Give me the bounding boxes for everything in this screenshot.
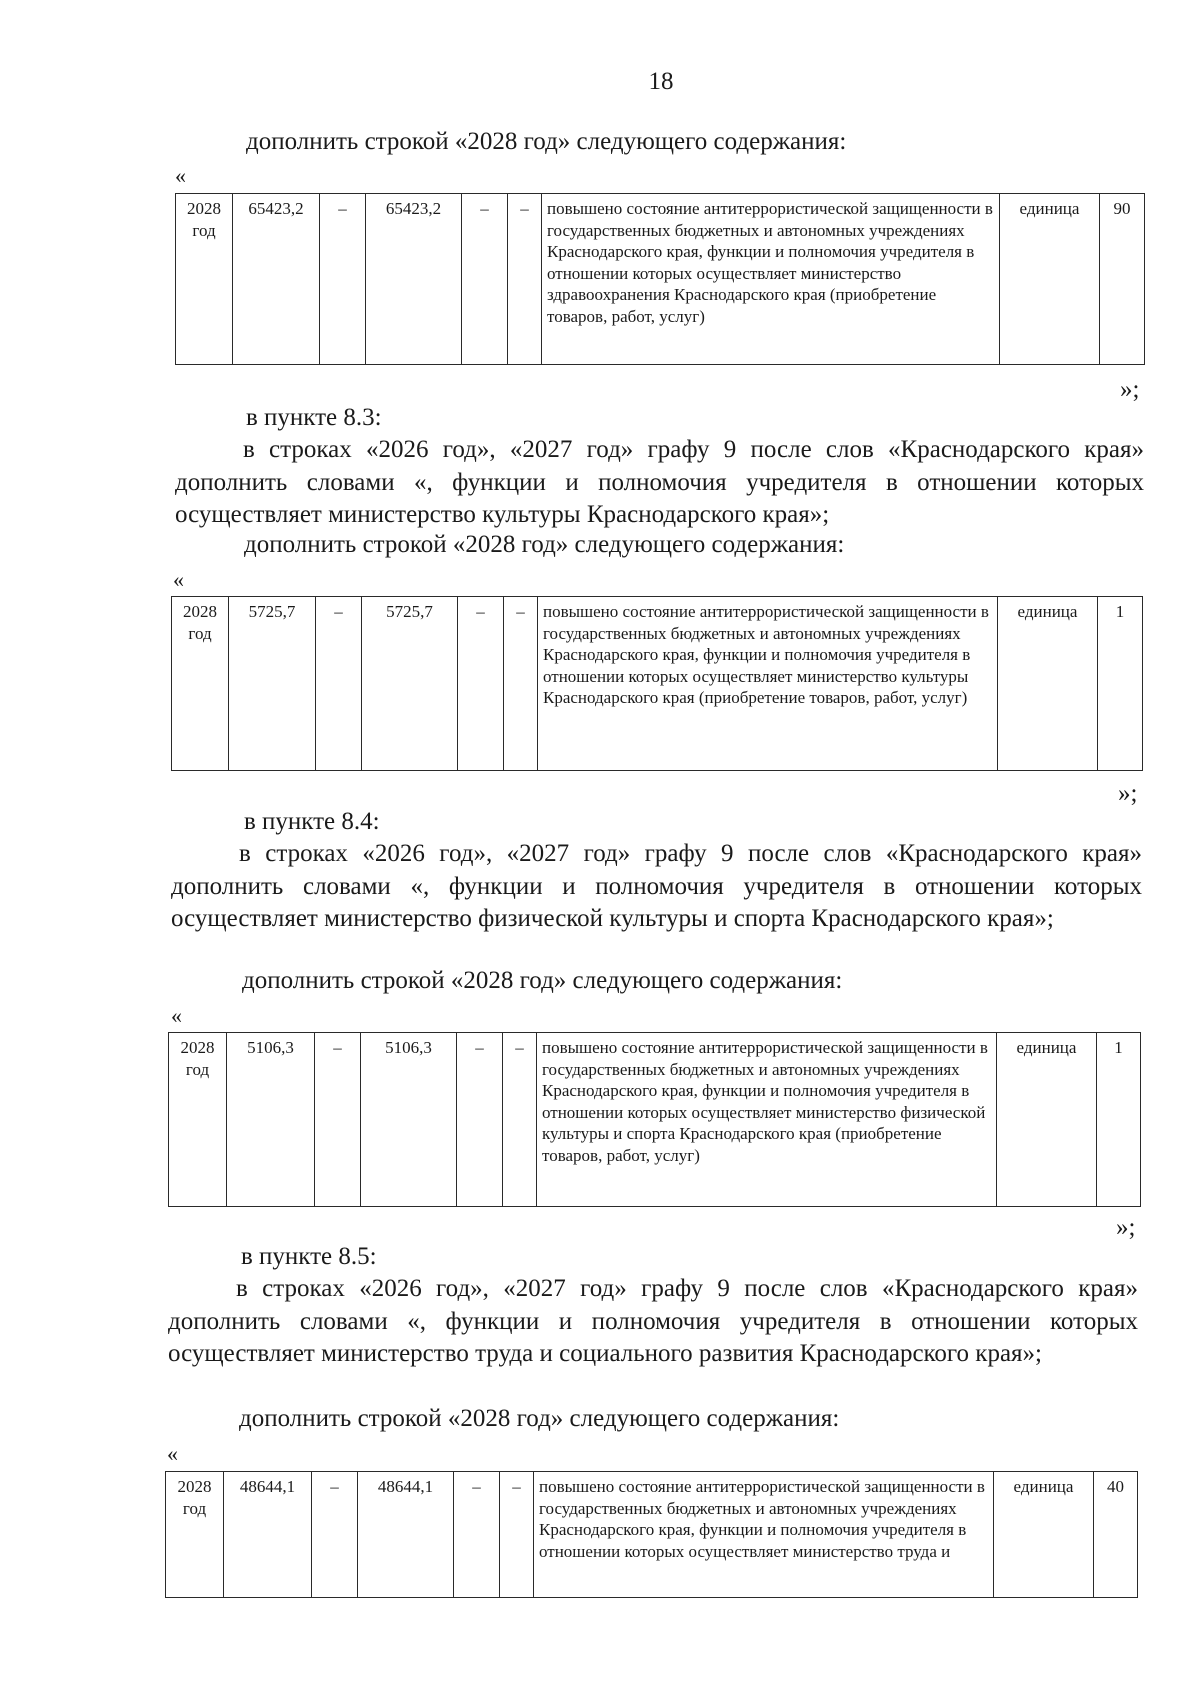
table-row (165, 1471, 1138, 1598)
close-quote: »; (1118, 780, 1138, 807)
year-cell: 2028 год (169, 1033, 227, 1207)
dash-cell: – (508, 194, 542, 365)
dash-cell: – (504, 597, 538, 771)
open-quote: « (167, 1441, 178, 1466)
year-cell: 2028 год (166, 1472, 224, 1598)
dash-cell: – (315, 1033, 361, 1207)
amount-cell: 65423,2 (366, 194, 462, 365)
open-quote: « (171, 1003, 182, 1028)
unit-cell: единица (997, 1033, 1097, 1207)
intro-line: дополнить строкой «2028 год» следующего содержания: (246, 128, 847, 155)
dash-cell: – (312, 1472, 358, 1598)
dash-cell: – (454, 1472, 500, 1598)
amendment-paragraph: в строках «2026 год», «2027 год» графу 9 после слов «Краснодарского края» дополнить словами «, функции и полномочия учредителя в отношении которых осуществляет министерство культуры Краснодарского края»; (175, 436, 1144, 528)
section-heading: в пункте 8.4: (244, 808, 380, 835)
total-cell: 5725,7 (229, 597, 316, 771)
description-cell: повышено состояние антитеррористической защищенности в государственных бюджетных и автономных учреждениях Краснодарского края, функции и полномочия учредителя в отношении которых осуществляет министерство физической культуры и спорта Краснодарского края (приобретение товаров, работ, услуг) (537, 1033, 997, 1207)
unit-cell: единица (1000, 194, 1100, 365)
dash-cell: – (503, 1033, 537, 1207)
amendment-paragraph: в строках «2026 год», «2027 год» графу 9 после слов «Краснодарского края» дополнить словами «, функции и полномочия учредителя в отношении которых осуществляет министерство физической культуры и спорта Краснодарского края»; (171, 840, 1142, 932)
intro-line: дополнить строкой «2028 год» следующего содержания: (242, 967, 843, 994)
intro-line: дополнить строкой «2028 год» следующего содержания: (244, 531, 845, 558)
amendment-paragraph: в строках «2026 год», «2027 год» графу 9 после слов «Краснодарского края» дополнить словами «, функции и полномочия учредителя в отношении которых осуществляет министерство труда и социального развития Краснодарского края»; (168, 1275, 1138, 1367)
description-cell: повышено состояние антитеррористической защищенности в государственных бюджетных и автономных учреждениях Краснодарского края, функции и полномочия учредителя в отношении которых осуществляет министерство культуры Краснодарского края (приобретение товаров, работ, услуг) (538, 597, 998, 771)
table-row (168, 1032, 1141, 1207)
dash-cell: – (457, 1033, 503, 1207)
section-heading: в пункте 8.5: (241, 1243, 377, 1270)
amount-cell: 5725,7 (362, 597, 458, 771)
unit-cell: единица (994, 1472, 1094, 1598)
value-cell: 90 (1100, 194, 1145, 365)
unit-cell: единица (998, 597, 1098, 771)
dash-cell: – (458, 597, 504, 771)
year-cell: 2028 год (176, 194, 233, 365)
dash-cell: – (500, 1472, 534, 1598)
value-cell: 1 (1098, 597, 1143, 771)
table-row (171, 596, 1143, 771)
description-cell: повышено состояние антитеррористической защищенности в государственных бюджетных и автономных учреждениях Краснодарского края, функции и полномочия учредителя в отношении которых осуществляет министерство труда и (534, 1472, 994, 1598)
open-quote: « (173, 567, 184, 592)
section-heading: в пункте 8.3: (246, 404, 382, 431)
amount-cell: 5106,3 (361, 1033, 457, 1207)
value-cell: 1 (1097, 1033, 1141, 1207)
open-quote: « (175, 163, 186, 188)
year-cell: 2028 год (172, 597, 229, 771)
value-cell: 40 (1094, 1472, 1138, 1598)
description-cell: повышено состояние антитеррористической защищенности в государственных бюджетных и автономных учреждениях Краснодарского края, функции и полномочия учредителя в отношении которых осуществляет министерство здравоохранения Краснодарского края (приобретение товаров, работ, услуг) (542, 194, 1000, 365)
table-row (175, 193, 1145, 365)
total-cell: 48644,1 (224, 1472, 312, 1598)
dash-cell: – (462, 194, 508, 365)
page-number: 18 (648, 68, 674, 95)
dash-cell: – (320, 194, 366, 365)
close-quote: »; (1120, 376, 1140, 403)
total-cell: 65423,2 (233, 194, 320, 365)
intro-line: дополнить строкой «2028 год» следующего содержания: (239, 1405, 840, 1432)
total-cell: 5106,3 (227, 1033, 315, 1207)
dash-cell: – (316, 597, 362, 771)
close-quote: »; (1116, 1214, 1136, 1241)
amount-cell: 48644,1 (358, 1472, 454, 1598)
